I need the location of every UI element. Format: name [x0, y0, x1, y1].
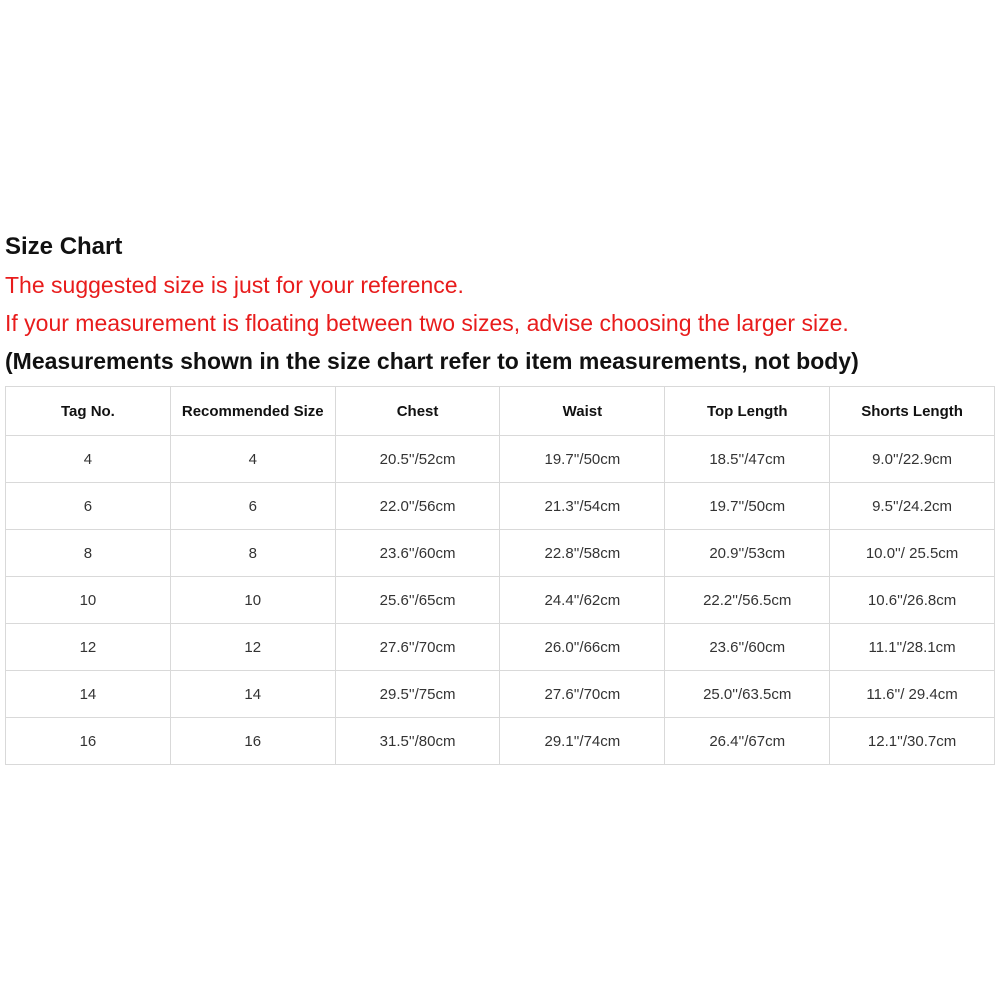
table-cell: 22.8''/58cm [500, 530, 665, 577]
size-table [5, 386, 995, 765]
size-table-head [6, 387, 995, 436]
table-header-cell: Chest [335, 387, 500, 436]
size-table-body [6, 436, 995, 765]
table-header-cell: Waist [500, 387, 665, 436]
table-cell: 23.6''/60cm [335, 530, 500, 577]
table-row [6, 436, 995, 483]
table-cell: 6 [170, 483, 335, 530]
table-header-cell: Recommended Size [170, 387, 335, 436]
table-cell: 22.2''/56.5cm [665, 577, 830, 624]
table-cell: 10.6''/26.8cm [830, 577, 995, 624]
table-cell: 10.0''/ 25.5cm [830, 530, 995, 577]
table-cell: 29.5''/75cm [335, 671, 500, 718]
table-cell: 19.7''/50cm [500, 436, 665, 483]
table-cell: 9.0''/22.9cm [830, 436, 995, 483]
table-cell: 8 [170, 530, 335, 577]
table-cell: 24.4''/62cm [500, 577, 665, 624]
size-chart-section [5, 228, 995, 765]
table-cell: 11.6''/ 29.4cm [830, 671, 995, 718]
table-cell: 25.6''/65cm [335, 577, 500, 624]
table-cell: 22.0''/56cm [335, 483, 500, 530]
table-cell: 29.1''/74cm [500, 718, 665, 765]
table-cell: 6 [6, 483, 171, 530]
table-row [6, 577, 995, 624]
table-cell: 21.3''/54cm [500, 483, 665, 530]
table-cell: 26.0''/66cm [500, 624, 665, 671]
table-cell: 9.5''/24.2cm [830, 483, 995, 530]
table-cell: 25.0''/63.5cm [665, 671, 830, 718]
table-header-row [6, 387, 995, 436]
table-cell: 11.1''/28.1cm [830, 624, 995, 671]
table-cell: 26.4''/67cm [665, 718, 830, 765]
table-cell: 10 [6, 577, 171, 624]
table-cell: 27.6''/70cm [335, 624, 500, 671]
table-row [6, 530, 995, 577]
table-row [6, 718, 995, 765]
table-cell: 12 [170, 624, 335, 671]
table-cell: 16 [6, 718, 171, 765]
table-cell: 4 [6, 436, 171, 483]
table-cell: 10 [170, 577, 335, 624]
note-reference: The suggested size is just for your reference. [5, 272, 464, 298]
table-row [6, 624, 995, 671]
table-cell: 14 [6, 671, 171, 718]
table-cell: 8 [6, 530, 171, 577]
table-cell: 27.6''/70cm [500, 671, 665, 718]
table-row [6, 483, 995, 530]
table-cell: 18.5''/47cm [665, 436, 830, 483]
table-cell: 20.9''/53cm [665, 530, 830, 577]
table-row [6, 671, 995, 718]
table-cell: 19.7''/50cm [665, 483, 830, 530]
table-cell: 12 [6, 624, 171, 671]
table-cell: 4 [170, 436, 335, 483]
table-cell: 20.5''/52cm [335, 436, 500, 483]
note-between-sizes: If your measurement is floating between two sizes, advise choosing the larger size. [5, 310, 849, 336]
table-header-cell: Top Length [665, 387, 830, 436]
table-cell: 31.5''/80cm [335, 718, 500, 765]
table-header-cell: Shorts Length [830, 387, 995, 436]
table-header-cell: Tag No. [6, 387, 171, 436]
table-cell: 14 [170, 671, 335, 718]
table-cell: 12.1''/30.7cm [830, 718, 995, 765]
page-title: Size Chart [5, 233, 123, 260]
table-cell: 16 [170, 718, 335, 765]
table-cell: 23.6''/60cm [665, 624, 830, 671]
note-item-measurements: (Measurements shown in the size chart refer to item measurements, not body) [5, 348, 859, 374]
